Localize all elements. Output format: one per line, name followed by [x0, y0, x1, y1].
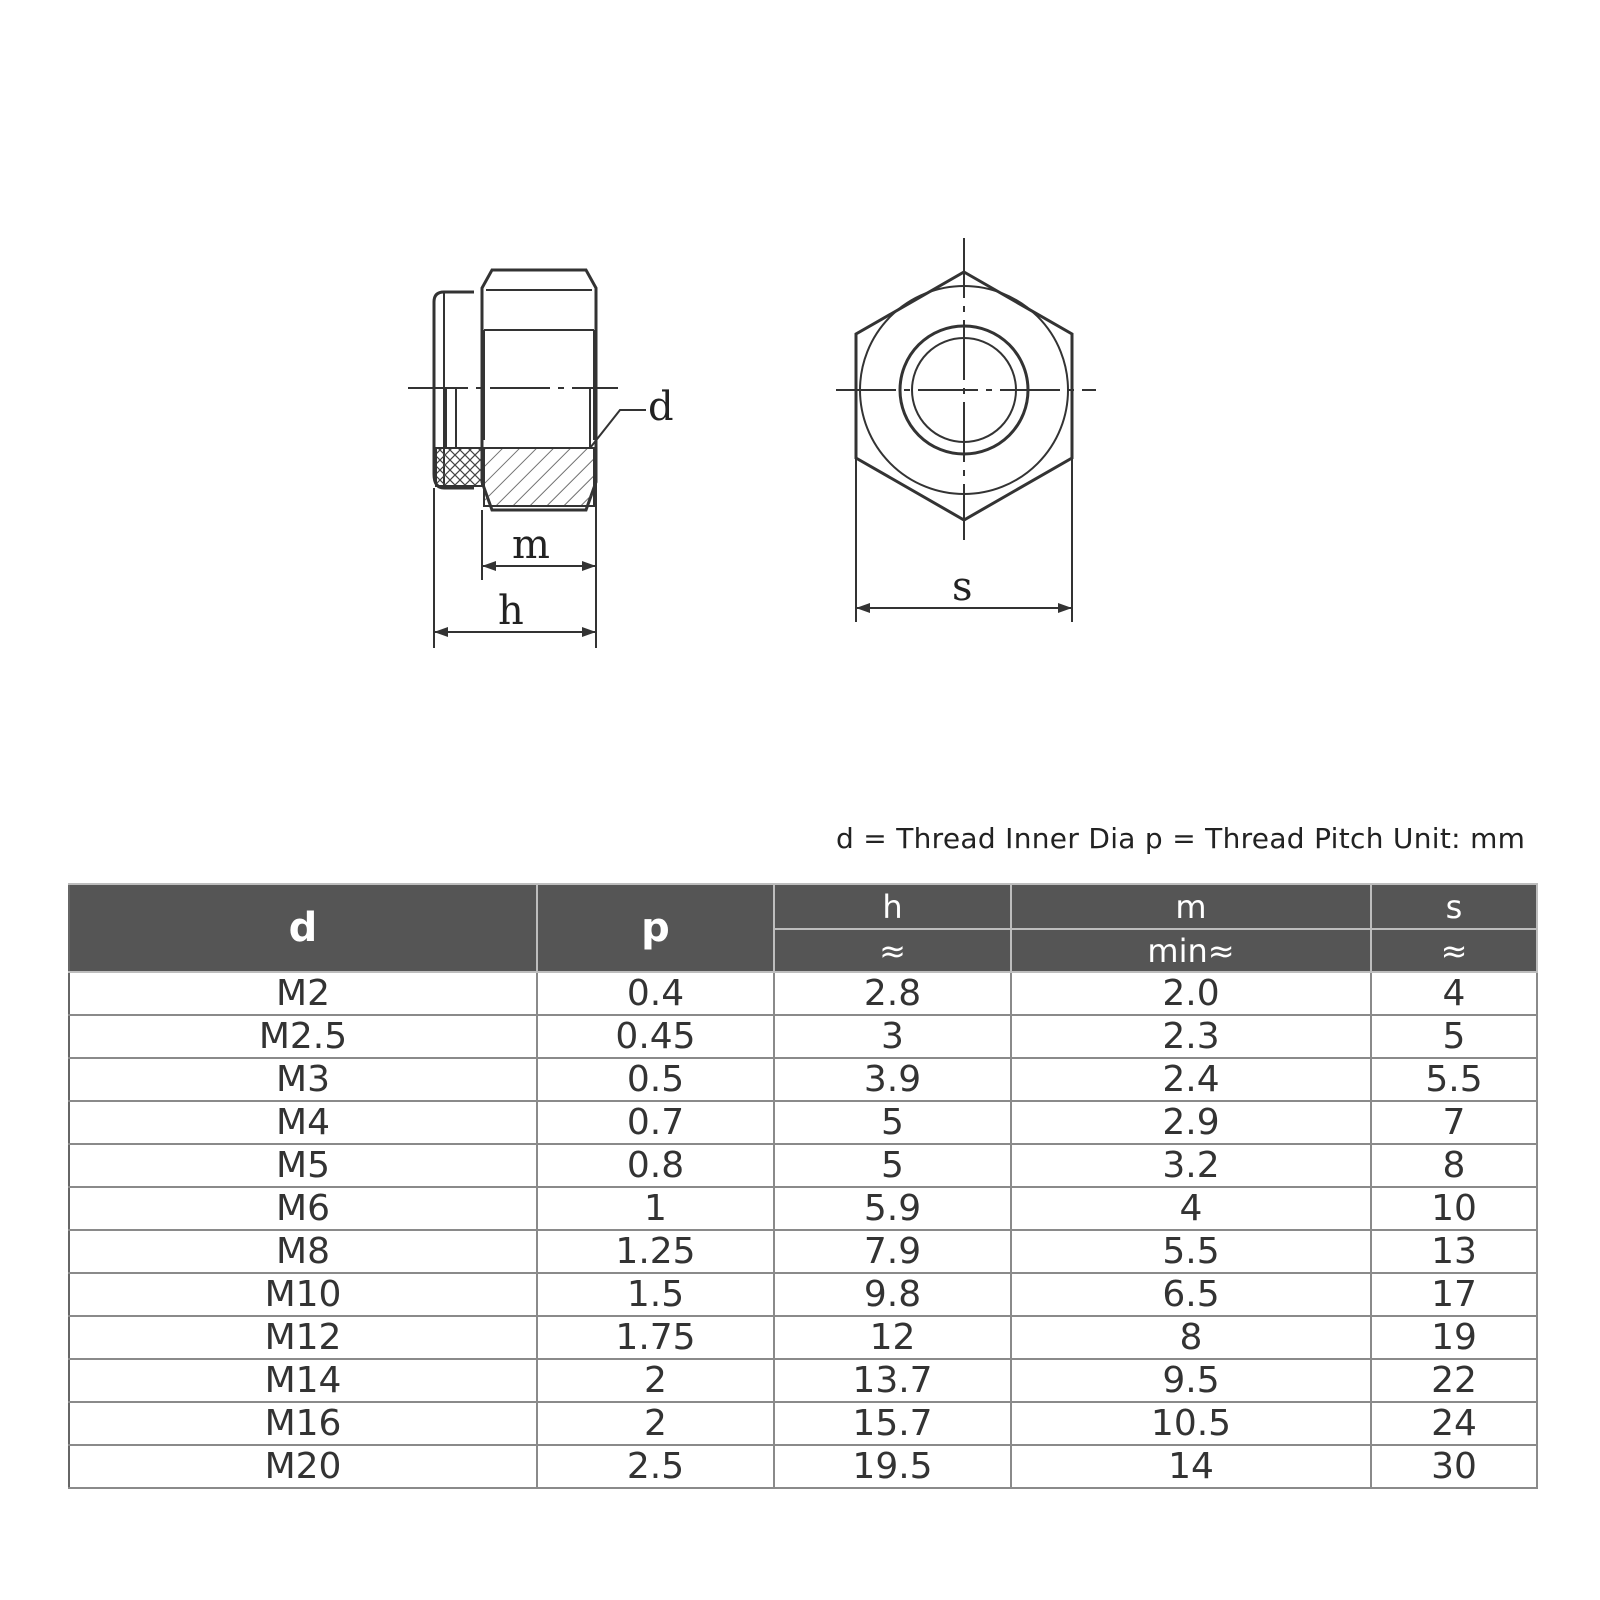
cell-h: 7.9 [774, 1230, 1011, 1273]
cell-s: 5 [1371, 1015, 1537, 1058]
cell-s: 13 [1371, 1230, 1537, 1273]
cell-m: 14 [1011, 1445, 1371, 1488]
header-s: s [1371, 884, 1537, 929]
cell-m: 4 [1011, 1187, 1371, 1230]
header-h-sub: ≈ [774, 929, 1011, 972]
metal-body-section [484, 448, 594, 506]
cell-s: 5.5 [1371, 1058, 1537, 1101]
cell-p: 0.5 [537, 1058, 774, 1101]
cell-d: M4 [69, 1101, 537, 1144]
cell-m: 10.5 [1011, 1402, 1371, 1445]
header-m-sub: min≈ [1011, 929, 1371, 972]
cell-m: 2.3 [1011, 1015, 1371, 1058]
cell-h: 12 [774, 1316, 1011, 1359]
cell-s: 22 [1371, 1359, 1537, 1402]
cell-h: 2.8 [774, 972, 1011, 1015]
cell-m: 2.0 [1011, 972, 1371, 1015]
cell-s: 4 [1371, 972, 1537, 1015]
cell-h: 15.7 [774, 1402, 1011, 1445]
cell-d: M8 [69, 1230, 537, 1273]
cell-h: 13.7 [774, 1359, 1011, 1402]
cell-m: 8 [1011, 1316, 1371, 1359]
header-p: p [537, 884, 774, 972]
cell-d: M14 [69, 1359, 537, 1402]
side-section-view [408, 270, 646, 648]
table-row [69, 972, 1537, 1015]
h-label: h [498, 588, 524, 634]
d-leader-line [590, 410, 646, 448]
cell-m: 5.5 [1011, 1230, 1371, 1273]
cell-h: 3 [774, 1015, 1011, 1058]
table-row [69, 1144, 1537, 1187]
table-row [69, 1402, 1537, 1445]
cell-s: 7 [1371, 1101, 1537, 1144]
cell-h: 19.5 [774, 1445, 1011, 1488]
m-label: m [512, 522, 550, 568]
cell-p: 2 [537, 1359, 774, 1402]
cell-p: 1.25 [537, 1230, 774, 1273]
cell-p: 1.75 [537, 1316, 774, 1359]
cell-d: M3 [69, 1058, 537, 1101]
cell-d: M20 [69, 1445, 537, 1488]
dimension-table [68, 883, 1538, 1489]
header-s-sub: ≈ [1371, 929, 1537, 972]
cell-d: M12 [69, 1316, 537, 1359]
table-row [69, 1187, 1537, 1230]
cell-p: 0.45 [537, 1015, 774, 1058]
table-body [69, 972, 1537, 1488]
table-row [69, 1015, 1537, 1058]
cell-s: 17 [1371, 1273, 1537, 1316]
cell-s: 8 [1371, 1144, 1537, 1187]
cell-m: 6.5 [1011, 1273, 1371, 1316]
cell-p: 0.7 [537, 1101, 774, 1144]
table-row [69, 1058, 1537, 1101]
cell-h: 3.9 [774, 1058, 1011, 1101]
cell-p: 1.5 [537, 1273, 774, 1316]
cell-h: 9.8 [774, 1273, 1011, 1316]
cell-s: 19 [1371, 1316, 1537, 1359]
table-row [69, 1359, 1537, 1402]
d-label: d [648, 384, 674, 430]
cell-d: M10 [69, 1273, 537, 1316]
cell-m: 9.5 [1011, 1359, 1371, 1402]
cell-p: 2.5 [537, 1445, 774, 1488]
s-label: s [952, 564, 973, 610]
table-row [69, 1101, 1537, 1144]
cell-m: 2.9 [1011, 1101, 1371, 1144]
cell-d: M2 [69, 972, 537, 1015]
cell-m: 3.2 [1011, 1144, 1371, 1187]
cell-h: 5.9 [774, 1187, 1011, 1230]
cell-s: 24 [1371, 1402, 1537, 1445]
cell-d: M5 [69, 1144, 537, 1187]
header-h: h [774, 884, 1011, 929]
cell-h: 5 [774, 1144, 1011, 1187]
cell-p: 1 [537, 1187, 774, 1230]
table-row [69, 1230, 1537, 1273]
header-d: d [69, 884, 537, 972]
cell-d: M16 [69, 1402, 537, 1445]
cell-s: 10 [1371, 1187, 1537, 1230]
table-row [69, 1445, 1537, 1488]
table-row [69, 1273, 1537, 1316]
cell-p: 0.4 [537, 972, 774, 1015]
cell-d: M6 [69, 1187, 537, 1230]
table-row [69, 1316, 1537, 1359]
cell-p: 2 [537, 1402, 774, 1445]
cell-s: 30 [1371, 1445, 1537, 1488]
cell-m: 2.4 [1011, 1058, 1371, 1101]
cell-h: 5 [774, 1101, 1011, 1144]
cell-d: M2.5 [69, 1015, 537, 1058]
header-m: m [1011, 884, 1371, 929]
nylon-insert-section [436, 448, 482, 486]
cell-p: 0.8 [537, 1144, 774, 1187]
units-note: d = Thread Inner Dia p = Thread Pitch Unit: mm [836, 822, 1526, 855]
